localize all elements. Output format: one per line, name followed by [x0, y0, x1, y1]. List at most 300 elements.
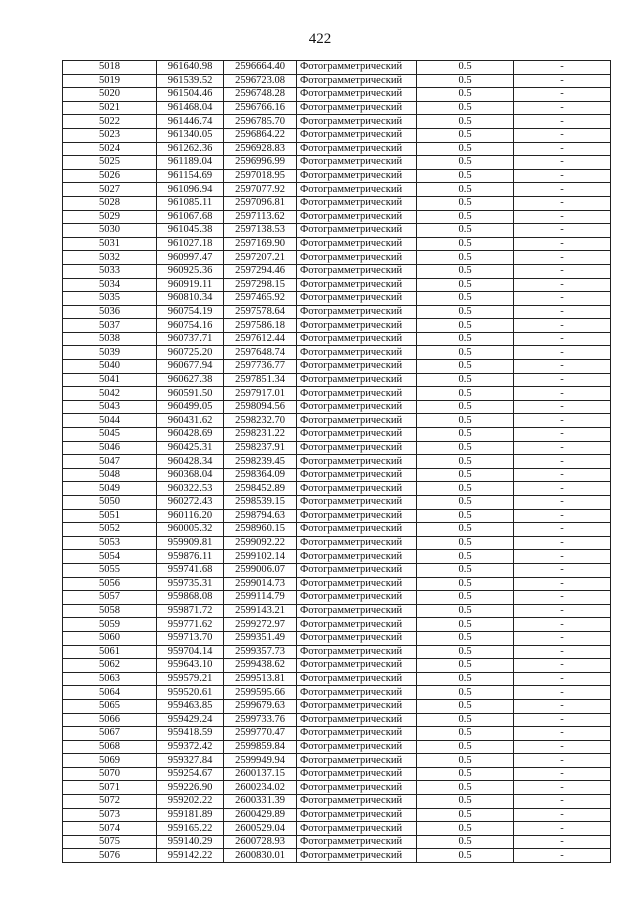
table-body — [63, 61, 611, 863]
method-cell: Фотограмметрический — [297, 251, 417, 265]
y-coordinate-cell: 2597648.74 — [224, 346, 297, 360]
table-row — [63, 604, 611, 618]
y-coordinate-cell: 2597578.64 — [224, 305, 297, 319]
x-coordinate-cell: 959140.29 — [157, 835, 224, 849]
note-cell: - — [514, 74, 611, 88]
x-coordinate-cell: 960591.50 — [157, 387, 224, 401]
table-row — [63, 156, 611, 170]
x-coordinate-cell: 959418.59 — [157, 727, 224, 741]
y-coordinate-cell: 2599092.22 — [224, 536, 297, 550]
table-row — [63, 822, 611, 836]
point-id-cell: 5029 — [63, 210, 157, 224]
note-cell: - — [514, 822, 611, 836]
y-coordinate-cell: 2599102.14 — [224, 550, 297, 564]
accuracy-cell: 0.5 — [417, 713, 514, 727]
point-id-cell: 5034 — [63, 278, 157, 292]
method-cell: Фотограмметрический — [297, 455, 417, 469]
y-coordinate-cell: 2596766.16 — [224, 101, 297, 115]
accuracy-cell: 0.5 — [417, 740, 514, 754]
table-row — [63, 115, 611, 129]
point-id-cell: 5069 — [63, 754, 157, 768]
accuracy-cell: 0.5 — [417, 604, 514, 618]
point-id-cell: 5026 — [63, 169, 157, 183]
table-row — [63, 645, 611, 659]
accuracy-cell: 0.5 — [417, 577, 514, 591]
x-coordinate-cell: 959226.90 — [157, 781, 224, 795]
table-row — [63, 251, 611, 265]
x-coordinate-cell: 960677.94 — [157, 360, 224, 374]
point-id-cell: 5075 — [63, 835, 157, 849]
point-id-cell: 5037 — [63, 319, 157, 333]
accuracy-cell: 0.5 — [417, 781, 514, 795]
table-row — [63, 400, 611, 414]
accuracy-cell: 0.5 — [417, 659, 514, 673]
table-row — [63, 496, 611, 510]
y-coordinate-cell: 2600529.04 — [224, 822, 297, 836]
point-id-cell: 5040 — [63, 360, 157, 374]
x-coordinate-cell: 959142.22 — [157, 849, 224, 863]
method-cell: Фотограмметрический — [297, 591, 417, 605]
method-cell: Фотограмметрический — [297, 713, 417, 727]
method-cell: Фотограмметрический — [297, 305, 417, 319]
point-id-cell: 5022 — [63, 115, 157, 129]
x-coordinate-cell: 961340.05 — [157, 128, 224, 142]
table-row — [63, 631, 611, 645]
x-coordinate-cell: 959520.61 — [157, 686, 224, 700]
y-coordinate-cell: 2597586.18 — [224, 319, 297, 333]
y-coordinate-cell: 2599014.73 — [224, 577, 297, 591]
table-row — [63, 835, 611, 849]
y-coordinate-cell: 2597138.53 — [224, 224, 297, 238]
x-coordinate-cell: 959372.42 — [157, 740, 224, 754]
point-id-cell: 5057 — [63, 591, 157, 605]
y-coordinate-cell: 2599733.76 — [224, 713, 297, 727]
method-cell: Фотограмметрический — [297, 387, 417, 401]
x-coordinate-cell: 960737.71 — [157, 332, 224, 346]
point-id-cell: 5048 — [63, 468, 157, 482]
x-coordinate-cell: 959202.22 — [157, 795, 224, 809]
table-row — [63, 659, 611, 673]
x-coordinate-cell: 960997.47 — [157, 251, 224, 265]
point-id-cell: 5046 — [63, 441, 157, 455]
note-cell: - — [514, 455, 611, 469]
point-id-cell: 5050 — [63, 496, 157, 510]
table-row — [63, 210, 611, 224]
y-coordinate-cell: 2598239.45 — [224, 455, 297, 469]
y-coordinate-cell: 2598452.89 — [224, 482, 297, 496]
note-cell: - — [514, 835, 611, 849]
accuracy-cell: 0.5 — [417, 536, 514, 550]
note-cell: - — [514, 482, 611, 496]
method-cell: Фотограмметрический — [297, 577, 417, 591]
point-id-cell: 5023 — [63, 128, 157, 142]
note-cell: - — [514, 428, 611, 442]
note-cell: - — [514, 400, 611, 414]
y-coordinate-cell: 2598232.70 — [224, 414, 297, 428]
table-row — [63, 672, 611, 686]
y-coordinate-cell: 2598094.56 — [224, 400, 297, 414]
x-coordinate-cell: 959429.24 — [157, 713, 224, 727]
y-coordinate-cell: 2599272.97 — [224, 618, 297, 632]
table-row — [63, 577, 611, 591]
accuracy-cell: 0.5 — [417, 686, 514, 700]
note-cell: - — [514, 672, 611, 686]
table-row — [63, 428, 611, 442]
method-cell: Фотограмметрический — [297, 61, 417, 75]
note-cell: - — [514, 849, 611, 863]
note-cell: - — [514, 88, 611, 102]
y-coordinate-cell: 2600137.15 — [224, 767, 297, 781]
y-coordinate-cell: 2597465.92 — [224, 292, 297, 306]
table-row — [63, 767, 611, 781]
y-coordinate-cell: 2597207.21 — [224, 251, 297, 265]
x-coordinate-cell: 959735.31 — [157, 577, 224, 591]
accuracy-cell: 0.5 — [417, 237, 514, 251]
method-cell: Фотограмметрический — [297, 536, 417, 550]
table-row — [63, 849, 611, 863]
table-row — [63, 128, 611, 142]
y-coordinate-cell: 2599679.63 — [224, 699, 297, 713]
point-id-cell: 5070 — [63, 767, 157, 781]
x-coordinate-cell: 960810.34 — [157, 292, 224, 306]
note-cell: - — [514, 441, 611, 455]
accuracy-cell: 0.5 — [417, 292, 514, 306]
method-cell: Фотограмметрический — [297, 373, 417, 387]
accuracy-cell: 0.5 — [417, 210, 514, 224]
accuracy-cell: 0.5 — [417, 319, 514, 333]
method-cell: Фотограмметрический — [297, 414, 417, 428]
accuracy-cell: 0.5 — [417, 455, 514, 469]
method-cell: Фотограмметрический — [297, 523, 417, 537]
page-number: 422 — [308, 31, 332, 47]
x-coordinate-cell: 961085.11 — [157, 196, 224, 210]
y-coordinate-cell: 2596996.99 — [224, 156, 297, 170]
x-coordinate-cell: 960272.43 — [157, 496, 224, 510]
x-coordinate-cell: 960499.05 — [157, 400, 224, 414]
point-id-cell: 5065 — [63, 699, 157, 713]
table-row — [63, 183, 611, 197]
table-row — [63, 264, 611, 278]
note-cell: - — [514, 264, 611, 278]
table-row — [63, 319, 611, 333]
x-coordinate-cell: 961027.18 — [157, 237, 224, 251]
table-row — [63, 618, 611, 632]
x-coordinate-cell: 961189.04 — [157, 156, 224, 170]
point-id-cell: 5047 — [63, 455, 157, 469]
note-cell: - — [514, 414, 611, 428]
note-cell: - — [514, 61, 611, 75]
x-coordinate-cell: 960425.31 — [157, 441, 224, 455]
x-coordinate-cell: 960925.36 — [157, 264, 224, 278]
point-id-cell: 5062 — [63, 659, 157, 673]
note-cell: - — [514, 509, 611, 523]
y-coordinate-cell: 2597113.62 — [224, 210, 297, 224]
table-row — [63, 468, 611, 482]
method-cell: Фотограмметрический — [297, 224, 417, 238]
accuracy-cell: 0.5 — [417, 699, 514, 713]
method-cell: Фотограмметрический — [297, 101, 417, 115]
accuracy-cell: 0.5 — [417, 822, 514, 836]
point-id-cell: 5073 — [63, 808, 157, 822]
table-row — [63, 387, 611, 401]
method-cell: Фотограмметрический — [297, 264, 417, 278]
point-id-cell: 5030 — [63, 224, 157, 238]
method-cell: Фотограмметрический — [297, 346, 417, 360]
note-cell: - — [514, 713, 611, 727]
table-row — [63, 278, 611, 292]
y-coordinate-cell: 2599859.84 — [224, 740, 297, 754]
note-cell: - — [514, 169, 611, 183]
accuracy-cell: 0.5 — [417, 428, 514, 442]
method-cell: Фотограмметрический — [297, 441, 417, 455]
note-cell: - — [514, 305, 611, 319]
method-cell: Фотограмметрический — [297, 795, 417, 809]
y-coordinate-cell: 2597298.15 — [224, 278, 297, 292]
method-cell: Фотограмметрический — [297, 332, 417, 346]
accuracy-cell: 0.5 — [417, 631, 514, 645]
note-cell: - — [514, 754, 611, 768]
note-cell: - — [514, 699, 611, 713]
x-coordinate-cell: 960919.11 — [157, 278, 224, 292]
accuracy-cell: 0.5 — [417, 88, 514, 102]
y-coordinate-cell: 2599770.47 — [224, 727, 297, 741]
method-cell: Фотограмметрический — [297, 482, 417, 496]
method-cell: Фотограмметрический — [297, 74, 417, 88]
x-coordinate-cell: 959643.10 — [157, 659, 224, 673]
point-id-cell: 5072 — [63, 795, 157, 809]
x-coordinate-cell: 960428.69 — [157, 428, 224, 442]
method-cell: Фотограмметрический — [297, 618, 417, 632]
point-id-cell: 5019 — [63, 74, 157, 88]
y-coordinate-cell: 2598364.09 — [224, 468, 297, 482]
table-row — [63, 795, 611, 809]
x-coordinate-cell: 960754.16 — [157, 319, 224, 333]
point-id-cell: 5052 — [63, 523, 157, 537]
x-coordinate-cell: 959771.62 — [157, 618, 224, 632]
method-cell: Фотограмметрический — [297, 631, 417, 645]
y-coordinate-cell: 2596864.22 — [224, 128, 297, 142]
y-coordinate-cell: 2599006.07 — [224, 563, 297, 577]
table-row — [63, 101, 611, 115]
y-coordinate-cell: 2600728.93 — [224, 835, 297, 849]
y-coordinate-cell: 2599595.66 — [224, 686, 297, 700]
x-coordinate-cell: 961045.38 — [157, 224, 224, 238]
x-coordinate-cell: 961154.69 — [157, 169, 224, 183]
method-cell: Фотограмметрический — [297, 496, 417, 510]
y-coordinate-cell: 2598539.15 — [224, 496, 297, 510]
note-cell: - — [514, 604, 611, 618]
table-row — [63, 536, 611, 550]
accuracy-cell: 0.5 — [417, 74, 514, 88]
point-id-cell: 5066 — [63, 713, 157, 727]
method-cell: Фотограмметрический — [297, 319, 417, 333]
method-cell: Фотограмметрический — [297, 740, 417, 754]
note-cell: - — [514, 645, 611, 659]
x-coordinate-cell: 959254.67 — [157, 767, 224, 781]
x-coordinate-cell: 961067.68 — [157, 210, 224, 224]
point-id-cell: 5042 — [63, 387, 157, 401]
accuracy-cell: 0.5 — [417, 251, 514, 265]
y-coordinate-cell: 2600331.39 — [224, 795, 297, 809]
y-coordinate-cell: 2598231.22 — [224, 428, 297, 442]
note-cell: - — [514, 536, 611, 550]
table-row — [63, 292, 611, 306]
point-id-cell: 5051 — [63, 509, 157, 523]
table-row — [63, 169, 611, 183]
method-cell: Фотограмметрический — [297, 196, 417, 210]
point-id-cell: 5044 — [63, 414, 157, 428]
x-coordinate-cell: 960431.62 — [157, 414, 224, 428]
point-id-cell: 5043 — [63, 400, 157, 414]
accuracy-cell: 0.5 — [417, 400, 514, 414]
table-row — [63, 332, 611, 346]
method-cell: Фотограмметрический — [297, 183, 417, 197]
x-coordinate-cell: 960627.38 — [157, 373, 224, 387]
y-coordinate-cell: 2600429.89 — [224, 808, 297, 822]
point-id-cell: 5071 — [63, 781, 157, 795]
x-coordinate-cell: 961096.94 — [157, 183, 224, 197]
point-id-cell: 5074 — [63, 822, 157, 836]
note-cell: - — [514, 618, 611, 632]
note-cell: - — [514, 156, 611, 170]
note-cell: - — [514, 183, 611, 197]
x-coordinate-cell: 961446.74 — [157, 115, 224, 129]
y-coordinate-cell: 2596785.70 — [224, 115, 297, 129]
accuracy-cell: 0.5 — [417, 61, 514, 75]
accuracy-cell: 0.5 — [417, 496, 514, 510]
point-id-cell: 5035 — [63, 292, 157, 306]
y-coordinate-cell: 2599513.81 — [224, 672, 297, 686]
x-coordinate-cell: 961468.04 — [157, 101, 224, 115]
table-row — [63, 781, 611, 795]
point-id-cell: 5049 — [63, 482, 157, 496]
point-id-cell: 5028 — [63, 196, 157, 210]
method-cell: Фотограмметрический — [297, 428, 417, 442]
note-cell: - — [514, 591, 611, 605]
accuracy-cell: 0.5 — [417, 727, 514, 741]
accuracy-cell: 0.5 — [417, 835, 514, 849]
y-coordinate-cell: 2597018.95 — [224, 169, 297, 183]
method-cell: Фотограмметрический — [297, 754, 417, 768]
point-id-cell: 5024 — [63, 142, 157, 156]
note-cell: - — [514, 292, 611, 306]
method-cell: Фотограмметрический — [297, 659, 417, 673]
y-coordinate-cell: 2597851.34 — [224, 373, 297, 387]
point-id-cell: 5068 — [63, 740, 157, 754]
method-cell: Фотограмметрический — [297, 468, 417, 482]
x-coordinate-cell: 960428.34 — [157, 455, 224, 469]
x-coordinate-cell: 961504.46 — [157, 88, 224, 102]
table-row — [63, 360, 611, 374]
x-coordinate-cell: 959181.89 — [157, 808, 224, 822]
method-cell: Фотограмметрический — [297, 604, 417, 618]
x-coordinate-cell: 959704.14 — [157, 645, 224, 659]
x-coordinate-cell: 960368.04 — [157, 468, 224, 482]
table-row — [63, 224, 611, 238]
accuracy-cell: 0.5 — [417, 346, 514, 360]
table-row — [63, 373, 611, 387]
table-row — [63, 414, 611, 428]
y-coordinate-cell: 2596723.08 — [224, 74, 297, 88]
method-cell: Фотограмметрический — [297, 115, 417, 129]
accuracy-cell: 0.5 — [417, 509, 514, 523]
y-coordinate-cell: 2599351.49 — [224, 631, 297, 645]
y-coordinate-cell: 2597096.81 — [224, 196, 297, 210]
table-row — [63, 237, 611, 251]
note-cell: - — [514, 550, 611, 564]
y-coordinate-cell: 2600830.01 — [224, 849, 297, 863]
y-coordinate-cell: 2599357.73 — [224, 645, 297, 659]
x-coordinate-cell: 959876.11 — [157, 550, 224, 564]
accuracy-cell: 0.5 — [417, 414, 514, 428]
note-cell: - — [514, 631, 611, 645]
accuracy-cell: 0.5 — [417, 196, 514, 210]
note-cell: - — [514, 740, 611, 754]
accuracy-cell: 0.5 — [417, 795, 514, 809]
point-id-cell: 5061 — [63, 645, 157, 659]
point-id-cell: 5038 — [63, 332, 157, 346]
note-cell: - — [514, 346, 611, 360]
point-id-cell: 5059 — [63, 618, 157, 632]
method-cell: Фотограмметрический — [297, 686, 417, 700]
y-coordinate-cell: 2598794.63 — [224, 509, 297, 523]
table-row — [63, 713, 611, 727]
y-coordinate-cell: 2597077.92 — [224, 183, 297, 197]
note-cell: - — [514, 795, 611, 809]
y-coordinate-cell: 2598237.91 — [224, 441, 297, 455]
note-cell: - — [514, 142, 611, 156]
point-id-cell: 5055 — [63, 563, 157, 577]
accuracy-cell: 0.5 — [417, 468, 514, 482]
table-row — [63, 591, 611, 605]
accuracy-cell: 0.5 — [417, 387, 514, 401]
method-cell: Фотограмметрический — [297, 645, 417, 659]
table-row — [63, 686, 611, 700]
point-id-cell: 5033 — [63, 264, 157, 278]
method-cell: Фотограмметрический — [297, 169, 417, 183]
x-coordinate-cell: 959909.81 — [157, 536, 224, 550]
x-coordinate-cell: 960005.32 — [157, 523, 224, 537]
point-id-cell: 5056 — [63, 577, 157, 591]
x-coordinate-cell: 959579.21 — [157, 672, 224, 686]
accuracy-cell: 0.5 — [417, 128, 514, 142]
accuracy-cell: 0.5 — [417, 441, 514, 455]
accuracy-cell: 0.5 — [417, 156, 514, 170]
note-cell: - — [514, 496, 611, 510]
method-cell: Фотограмметрический — [297, 767, 417, 781]
y-coordinate-cell: 2596928.83 — [224, 142, 297, 156]
note-cell: - — [514, 128, 611, 142]
accuracy-cell: 0.5 — [417, 618, 514, 632]
table-row — [63, 740, 611, 754]
y-coordinate-cell: 2599438.62 — [224, 659, 297, 673]
accuracy-cell: 0.5 — [417, 305, 514, 319]
x-coordinate-cell: 959327.84 — [157, 754, 224, 768]
method-cell: Фотограмметрический — [297, 292, 417, 306]
x-coordinate-cell: 959868.08 — [157, 591, 224, 605]
method-cell: Фотограмметрический — [297, 808, 417, 822]
table-row — [63, 61, 611, 75]
note-cell: - — [514, 523, 611, 537]
accuracy-cell: 0.5 — [417, 523, 514, 537]
method-cell: Фотограмметрический — [297, 210, 417, 224]
accuracy-cell: 0.5 — [417, 224, 514, 238]
point-id-cell: 5018 — [63, 61, 157, 75]
note-cell: - — [514, 468, 611, 482]
note-cell: - — [514, 659, 611, 673]
y-coordinate-cell: 2597736.77 — [224, 360, 297, 374]
note-cell: - — [514, 373, 611, 387]
